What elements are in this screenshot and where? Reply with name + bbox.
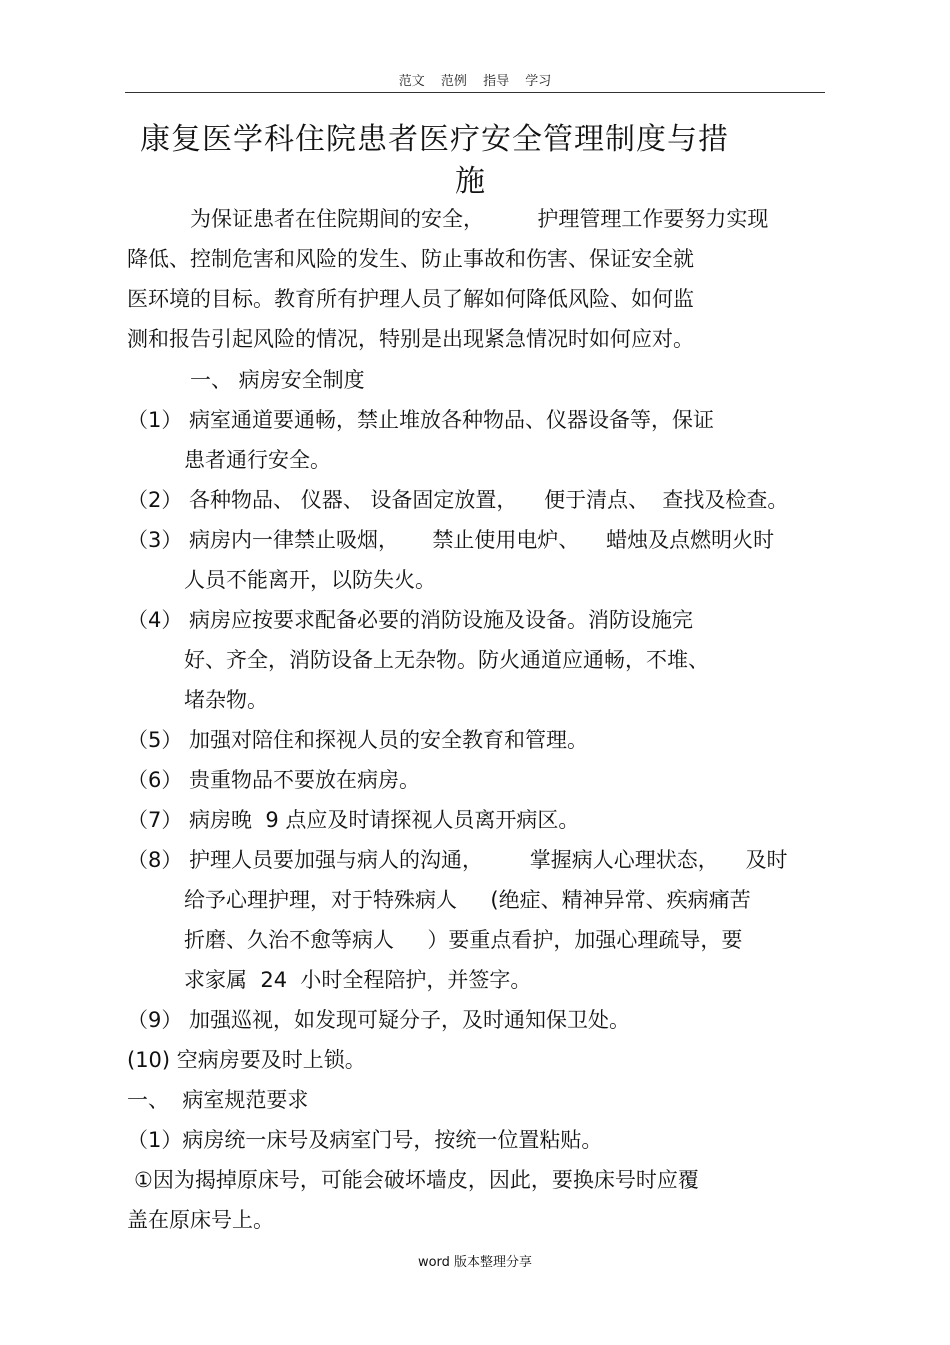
list-item: （1）病房统一床号及病室门号，按统一位置粘贴。	[127, 1128, 603, 1152]
list-item: ①因为揭掉原床号，可能会破坏墙皮，因此，要换床号时应覆	[134, 1168, 699, 1192]
list-item: （3） 病房内一律禁止吸烟， 禁止使用电炉、 蜡烛及点燃明火时	[127, 528, 775, 552]
intro-paragraph-line: 医环境的目标。教育所有护理人员了解如何降低风险、如何监	[127, 287, 694, 311]
list-item: （4） 病房应按要求配备必要的消防设施及设备。消防设施完	[127, 608, 694, 632]
section-heading: 一、 病房安全制度	[190, 368, 365, 392]
list-item: （5） 加强对陪住和探视人员的安全教育和管理。	[127, 728, 589, 752]
list-item: （2） 各种物品、 仪器、 设备固定放置， 便于清点、 查找及检查。	[127, 488, 789, 512]
list-item: （7） 病房晚 9 点应及时请探视人员离开病区。	[127, 808, 580, 832]
header-divider	[125, 92, 825, 93]
list-item: （6） 贵重物品不要放在病房。	[127, 768, 421, 792]
intro-paragraph-line: 为保证患者在住院期间的安全， 护理管理工作要努力实现	[190, 207, 769, 231]
list-item: （9） 加强巡视，如发现可疑分子，及时通知保卫处。	[127, 1008, 631, 1032]
page-header	[0, 70, 950, 90]
list-item-continuation: 折磨、久治不愈等病人 ）要重点看护，加强心理疏导，要	[184, 928, 743, 952]
header-item: 学习	[525, 74, 552, 89]
list-item-continuation: 好、齐全，消防设备上无杂物。防火通道应通畅，不堆、	[184, 648, 709, 672]
list-item-continuation: 堵杂物。	[184, 688, 268, 712]
list-item-continuation: 患者通行安全。	[184, 448, 331, 472]
page-footer: word 版本整理分享	[417, 1255, 533, 1270]
list-item-continuation: 给予心理护理，对于特殊病人 (绝症、精神异常、疾病痛苦	[184, 888, 751, 912]
header-item: 指导	[483, 74, 510, 89]
list-item-continuation: 求家属 24 小时全程陪护，并签字。	[184, 968, 532, 992]
document-title-line-2: 施	[455, 164, 485, 199]
list-item-continuation: 盖在原床号上。	[127, 1208, 274, 1232]
list-item: （8） 护理人员要加强与病人的沟通， 掌握病人心理状态， 及时	[127, 848, 788, 872]
header-item: 范文	[398, 74, 425, 89]
list-item: （1） 病室通道要通畅，禁止堆放各种物品、仪器设备等，保证	[127, 408, 715, 432]
intro-paragraph-line: 降低、控制危害和风险的发生、防止事故和伤害、保证安全就	[127, 247, 694, 271]
section-heading: 一、 病室规范要求	[127, 1088, 309, 1112]
document-title-line-1: 康复医学科住院患者医疗安全管理制度与措	[140, 122, 729, 157]
header-item: 范例	[440, 74, 467, 89]
list-item-continuation: 人员不能离开，以防失火。	[184, 568, 436, 592]
intro-paragraph-line: 测和报告引起风险的情况，特别是出现紧急情况时如何应对。	[127, 327, 694, 351]
list-item: (10) 空病房要及时上锁。	[127, 1048, 366, 1072]
